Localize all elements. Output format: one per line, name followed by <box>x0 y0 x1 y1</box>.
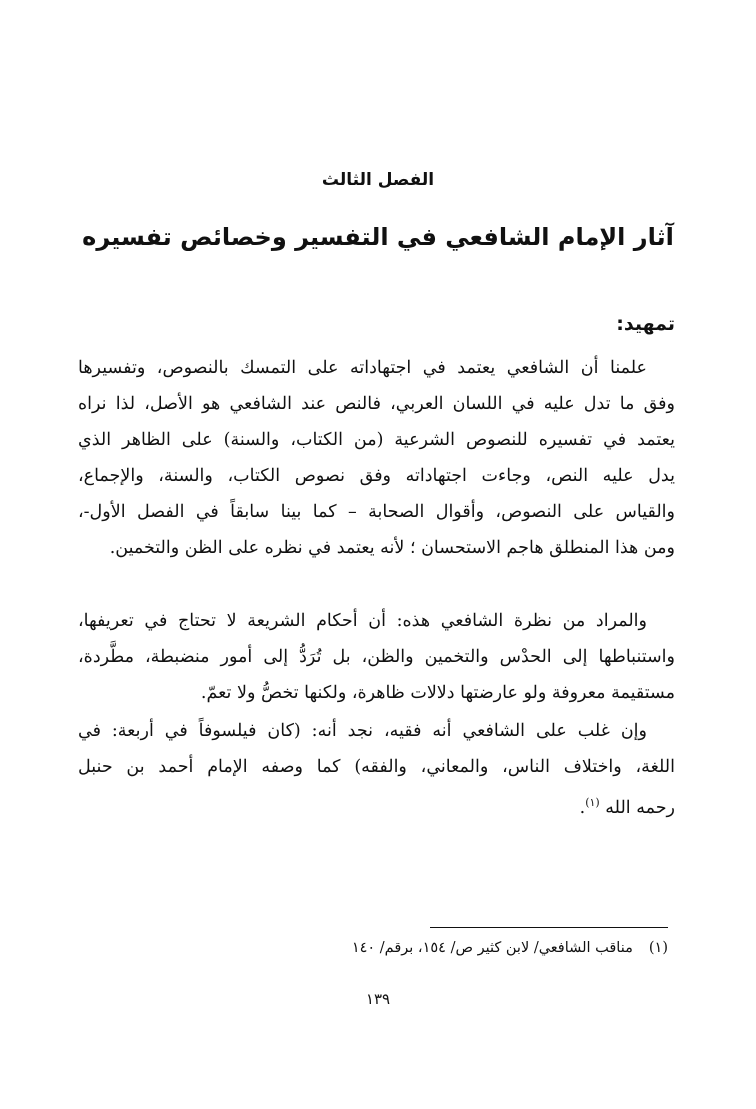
page-number: ١٣٩ <box>365 990 391 1008</box>
paragraph-3 <box>78 713 675 821</box>
intro-heading: تمهيد: <box>616 313 675 335</box>
footnote-reference[interactable]: (١) <box>585 796 600 809</box>
paragraph-line: وفق ما تدل عليه في اللسان العربي، فالنص عند الشافعي هو الأصل، لذا نراه <box>78 394 675 414</box>
footnote-text: مناقب الشافعي/ لابن كثير ص/ ١٥٤، برقم/ ١٤٠ <box>351 940 633 956</box>
paragraph-line: وإن غلب على الشافعي أنه فقيه، نجد أنه: (كان فيلسوفاً في أربعة: في <box>78 721 647 741</box>
chapter-label: الفصل الثالث <box>321 170 435 190</box>
paragraph-2 <box>78 603 675 711</box>
paragraph-line: علمنا أن الشافعي يعتمد في اجتهاداته على التمسك بالنصوص، وتفسيرها <box>78 358 647 378</box>
paragraph-line: واستنباطها إلى الحدْس والتخمين والظن، بل تُرَدُّ إلى أمور منضبطة، مطَّردة، <box>78 647 675 667</box>
paragraph-line: والقياس على النصوص، وأقوال الصحابة – كما بينا سابقاً في الفصل الأول-، <box>78 502 675 522</box>
paragraph-line: والمراد من نظرة الشافعي هذه: أن أحكام الشريعة لا تحتاج في تعريفها، <box>78 611 647 631</box>
paragraph-1 <box>78 350 675 566</box>
paragraph-line: يدل عليه النص، وجاءت اجتهاداته وفق نصوص الكتاب، والسنة، والإجماع، <box>78 466 675 486</box>
paragraph-line: ومن هذا المنطلق هاجم الاستحسان ؛ لأنه يعتمد في نظره على الظن والتخمين. <box>109 538 675 558</box>
sentence-end-period: . <box>579 797 586 818</box>
paragraph-line: يعتمد في تفسيره للنصوص الشرعية (من الكتاب، والسنة) على الظاهر الذي <box>78 430 675 450</box>
chapter-title: آثار الإمام الشافعي في التفسير وخصائص تفسيره <box>82 223 674 251</box>
footnote-divider <box>430 927 668 928</box>
paragraph-line: مستقيمة معروفة ولو عارضتها دلالات ظاهرة، ولكنها تخصُّ ولا تعمّ. <box>200 683 675 703</box>
footnote <box>352 940 668 956</box>
footnote-number: (١) <box>648 940 668 956</box>
paragraph-line: اللغة، واختلاف الناس، والمعاني، والفقه) كما وصفه الإمام أحمد بن حنبل <box>78 757 675 777</box>
paragraph-line-with-ref <box>78 785 675 821</box>
paragraph-line-text: رحمه الله <box>605 797 675 818</box>
